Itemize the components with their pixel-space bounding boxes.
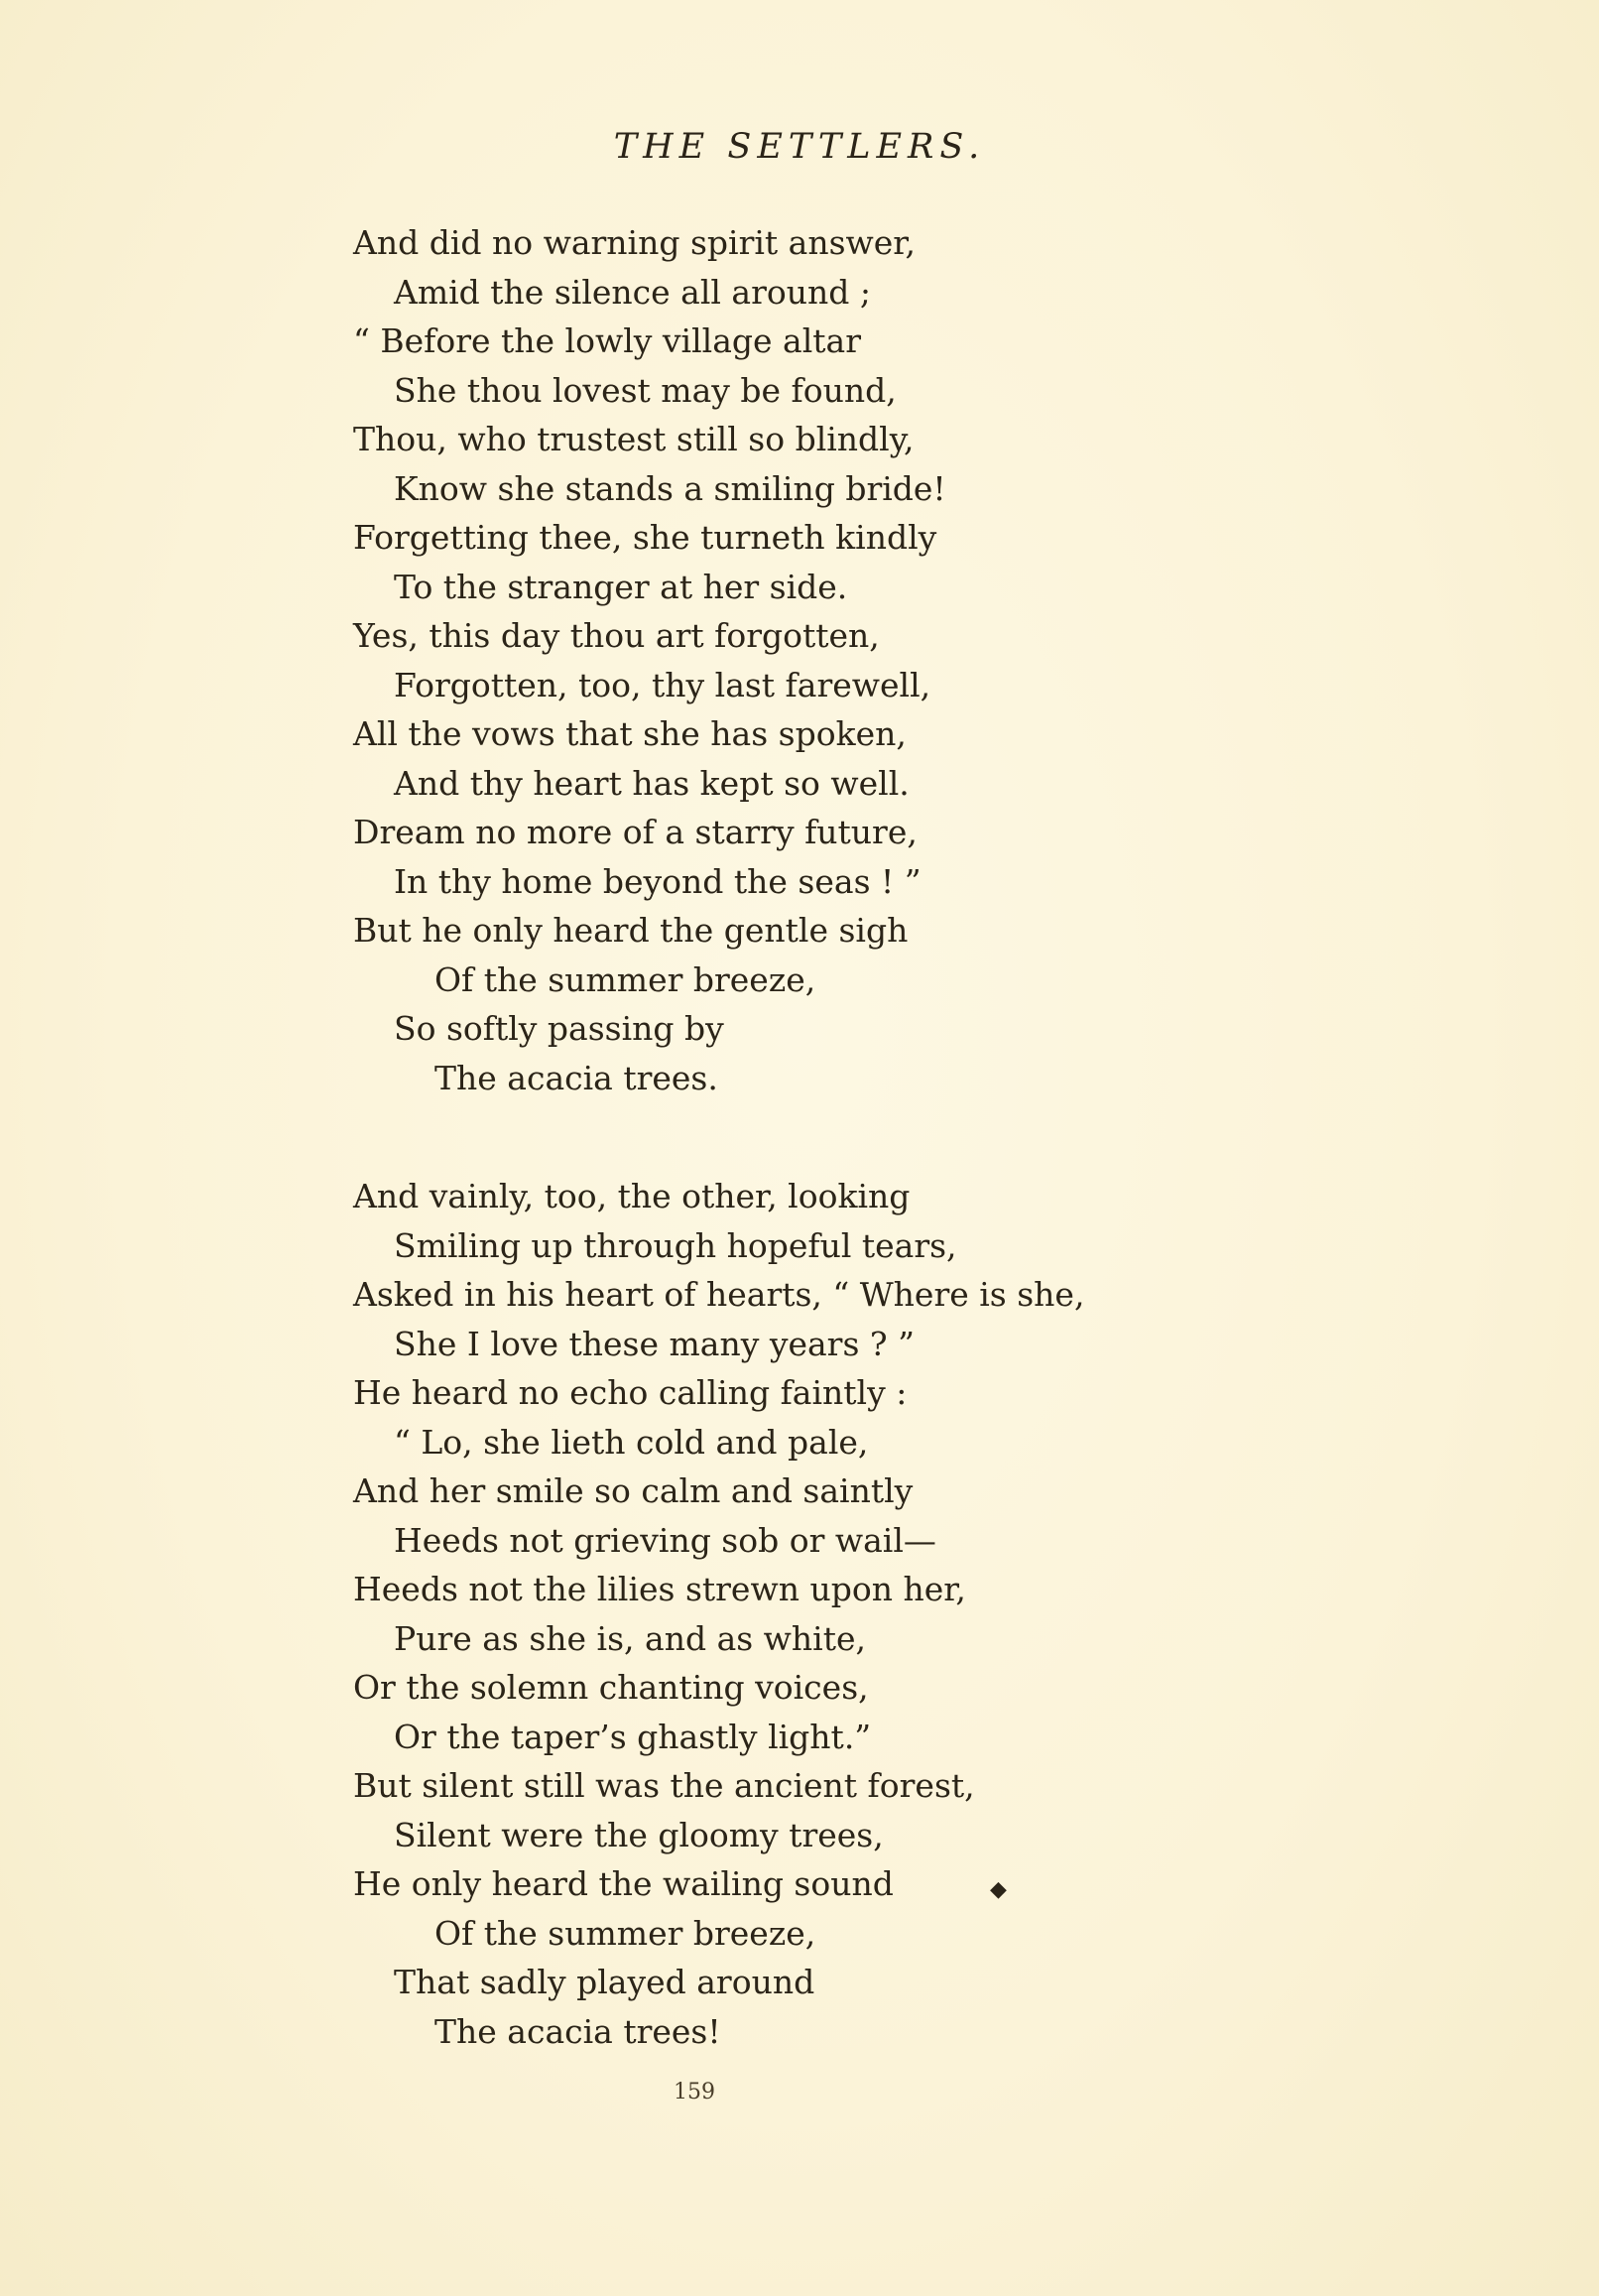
page-number: 159 [674, 2080, 715, 2105]
poem-line: Know she stands a smiling bride! [394, 468, 946, 508]
poem-line: Of the summer breeze, [434, 959, 816, 999]
poem-line: Yes, this day thou art forgotten, [353, 616, 880, 655]
poem-line: “ Before the lowly village altar [353, 321, 861, 360]
poem-line: Or the solemn chanting voices, [353, 1668, 869, 1707]
poem-line: And thy heart has kept so well. [394, 763, 910, 803]
poem-line: The acacia trees. [434, 1058, 718, 1097]
poem-line: Thou, who trustest still so blindly, [353, 420, 915, 458]
poem-line: He heard no echo calling faintly : [353, 1373, 908, 1412]
poem-line: Or the taper’s ghastly light.” [394, 1717, 872, 1756]
stanza-2 [353, 1172, 1543, 2056]
poem-line: Forgetting thee, she turneth kindly [353, 518, 937, 557]
poem-line: Smiling up through hopeful tears, [394, 1225, 957, 1265]
poem-line: To the stranger at her side. [394, 567, 848, 606]
poem-line: Heeds not the lilies strewn upon her, [353, 1570, 966, 1608]
poem-line: But silent still was the ancient forest, [353, 1766, 975, 1805]
stanza-1 [353, 218, 1543, 1102]
poem-line: Dream no more of a starry future, [353, 813, 918, 851]
poem-line: Pure as she is, and as white, [394, 1618, 867, 1658]
poem-line: “ Lo, she lieth cold and pale, [394, 1422, 869, 1462]
poem-line: He only heard the wailing sound [353, 1864, 894, 1903]
poem-line: But he only heard the gentle sigh [353, 911, 909, 950]
poem-line: Amid the silence all around ; [394, 272, 871, 312]
poem-line: All the vows that she has spoken, [353, 714, 907, 753]
poem-line: Heeds not grieving sob or wail— [394, 1520, 936, 1560]
poem-line: In thy home beyond the seas ! ” [394, 861, 922, 901]
poem-line: So softly passing by [394, 1009, 724, 1048]
poem-line: She I love these many years ? ” [394, 1324, 915, 1363]
poem-line: Silent were the gloomy trees, [394, 1815, 884, 1854]
poem-line: And did no warning spirit answer, [353, 223, 916, 262]
poem-line: Of the summer breeze, [434, 1913, 816, 1953]
poem-line: Asked in his heart of hearts, “ Where is she, [353, 1275, 1085, 1314]
printer-mark-icon: ◆ [990, 1877, 1007, 1902]
poem-line: That sadly played around [394, 1963, 815, 2001]
poem-line: She thou lovest may be found, [394, 370, 897, 410]
poem [353, 218, 1543, 2056]
running-head: THE SETTLERS. [613, 127, 986, 167]
poem-line: The acacia trees! [434, 2011, 721, 2051]
poem-line: And her smile so calm and saintly [353, 1471, 914, 1510]
poem-line: Forgotten, too, thy last farewell, [394, 665, 931, 704]
poem-line: And vainly, too, the other, looking [353, 1177, 911, 1215]
